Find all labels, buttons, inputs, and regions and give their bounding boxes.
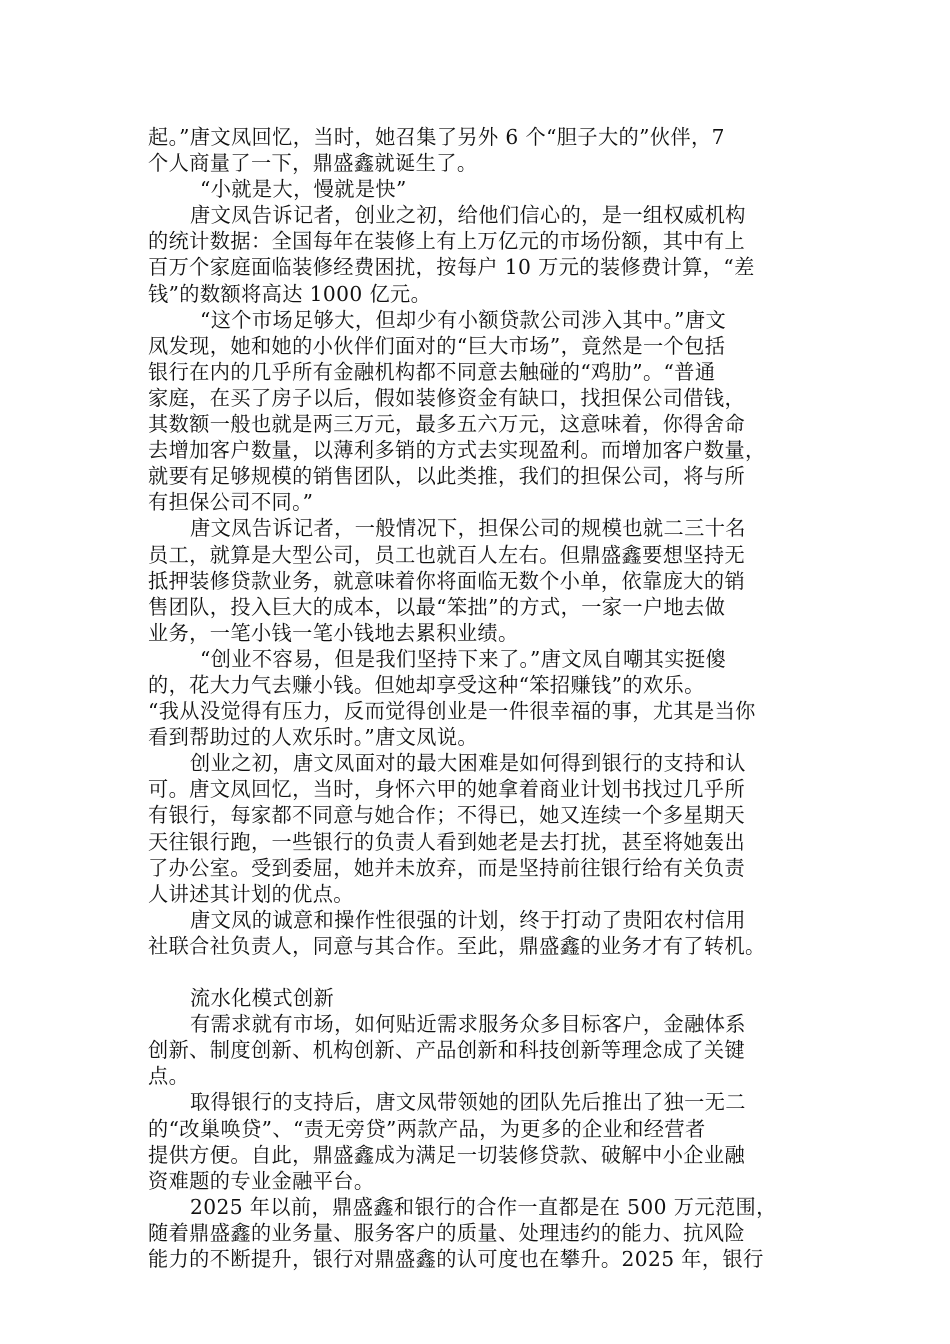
blank-line [148,959,808,985]
paragraph-bank-cooperation: 2025 年以前，鼎盛鑫和银行的合作一直都是在 500 万元范围， 随着鼎盛鑫的业务量、服务客户的质量、处理违约的能力、抗风险 能力的不断提升，银行对鼎盛鑫的认可度也在攀升。2025 年，银行 [148,1194,777,1272]
paragraph-turning-point: 唐文凤的诚意和操作性很强的计划，终于打动了贵阳农村信用 社联合社负责人，同意与其合作。至此，鼎盛鑫的业务才有了转机。 [148,907,766,958]
paragraph-company-scale: 唐文凤告诉记者，一般情况下，担保公司的规模也就二三十名 员工，就算是大型公司，员工也就百人左右。但鼎盛鑫要想坚持无 抵押装修贷款业务，就意味着你将面临无数个小单，依靠庞大的销 售团队，投入巨大的成本，以最“笨拙”的方式，一家一户地去做 业务，一笔小钱一笔小钱地去累积业绩。 [148,516,746,645]
paragraph-continuation: 起。”唐文凤回忆，当时，她召集了另外 6 个“胆子大的”伙伴，7 个人商量了一下，鼎盛鑫就诞生了。 [148,125,725,176]
section-heading-small-is-big: “小就是大，慢就是快” [200,177,407,202]
paragraph-market-quote: “这个市场足够大，但却少有小额贷款公司涉入其中。”唐文 凤发现，她和她的小伙伴们面对的“巨大市场”，竟然是一个包括 银行在内的几乎所有金融机构都不同意去触碰的“鸡肋”。“普通 家庭，在买了房子以后，假如装修资金有缺口，找担保公司借钱， 其数额一般也就是两三万元，最多五六万元，这意味着，你得舍命 去增加客户数量，以薄利多销的方式去实现盈利。而增加客户数量， 就要有足够规模的销售团队，以此类推，我们的担保公司，将与所 有担保公司不同。” [148,307,766,515]
paragraph-bank-difficulty: 创业之初，唐文凤面对的最大困难是如何得到银行的支持和认 可。唐文凤回忆，当时，身怀六甲的她拿着商业计划书找过几乎所 有银行，每家都不同意与她合作；不得已，她又连续一个多星期天 天往银行跑，一些银行的负责人看到她老是去打扰，甚至将她轰出 了办公室。受到委屈，她并未放弃，而是坚持前往银行给有关负责 人讲述其计划的优点。 [148,751,746,906]
paragraph-products: 取得银行的支持后，唐文凤带领她的团队先后推出了独一无二 的“改巢唤贷”、“责无旁贷”两款产品，为更多的企业和经营者 提供方便。自此，鼎盛鑫成为满足一切装修贷款、破解中小企业融 资难题的专业金融平台。 [148,1090,746,1193]
paragraph-statistics: 唐文凤告诉记者，创业之初，给他们信心的，是一组权威机构 的统计数据：全国每年在装修上有上万亿元的市场份额，其中有上 百万个家庭面临装修经费困扰，按每户 10 万元的装修费计算，“差 钱”的数额将高达 1000 亿元。 [148,203,755,306]
paragraph-demand-market: 有需求就有市场，如何贴近需求服务众多目标客户，金融体系 创新、制度创新、机构创新、产品创新和科技创新等理念成了关键 点。 [148,1012,746,1089]
article-body [148,124,808,1272]
section-heading-pipeline-innovation: 流水化模式创新 [190,986,335,1011]
paragraph-entrepreneurship-quote: “创业不容易，但是我们坚持下来了。”唐文凤自嘲其实挺傻 的，花大力气去赚小钱。但她却享受这种“笨招赚钱”的欢乐。 “我从没觉得有压力，反而觉得创业是一件很幸福的事，尤其是当你 看到帮助过的人欢乐时。”唐文凤说。 [148,646,756,750]
